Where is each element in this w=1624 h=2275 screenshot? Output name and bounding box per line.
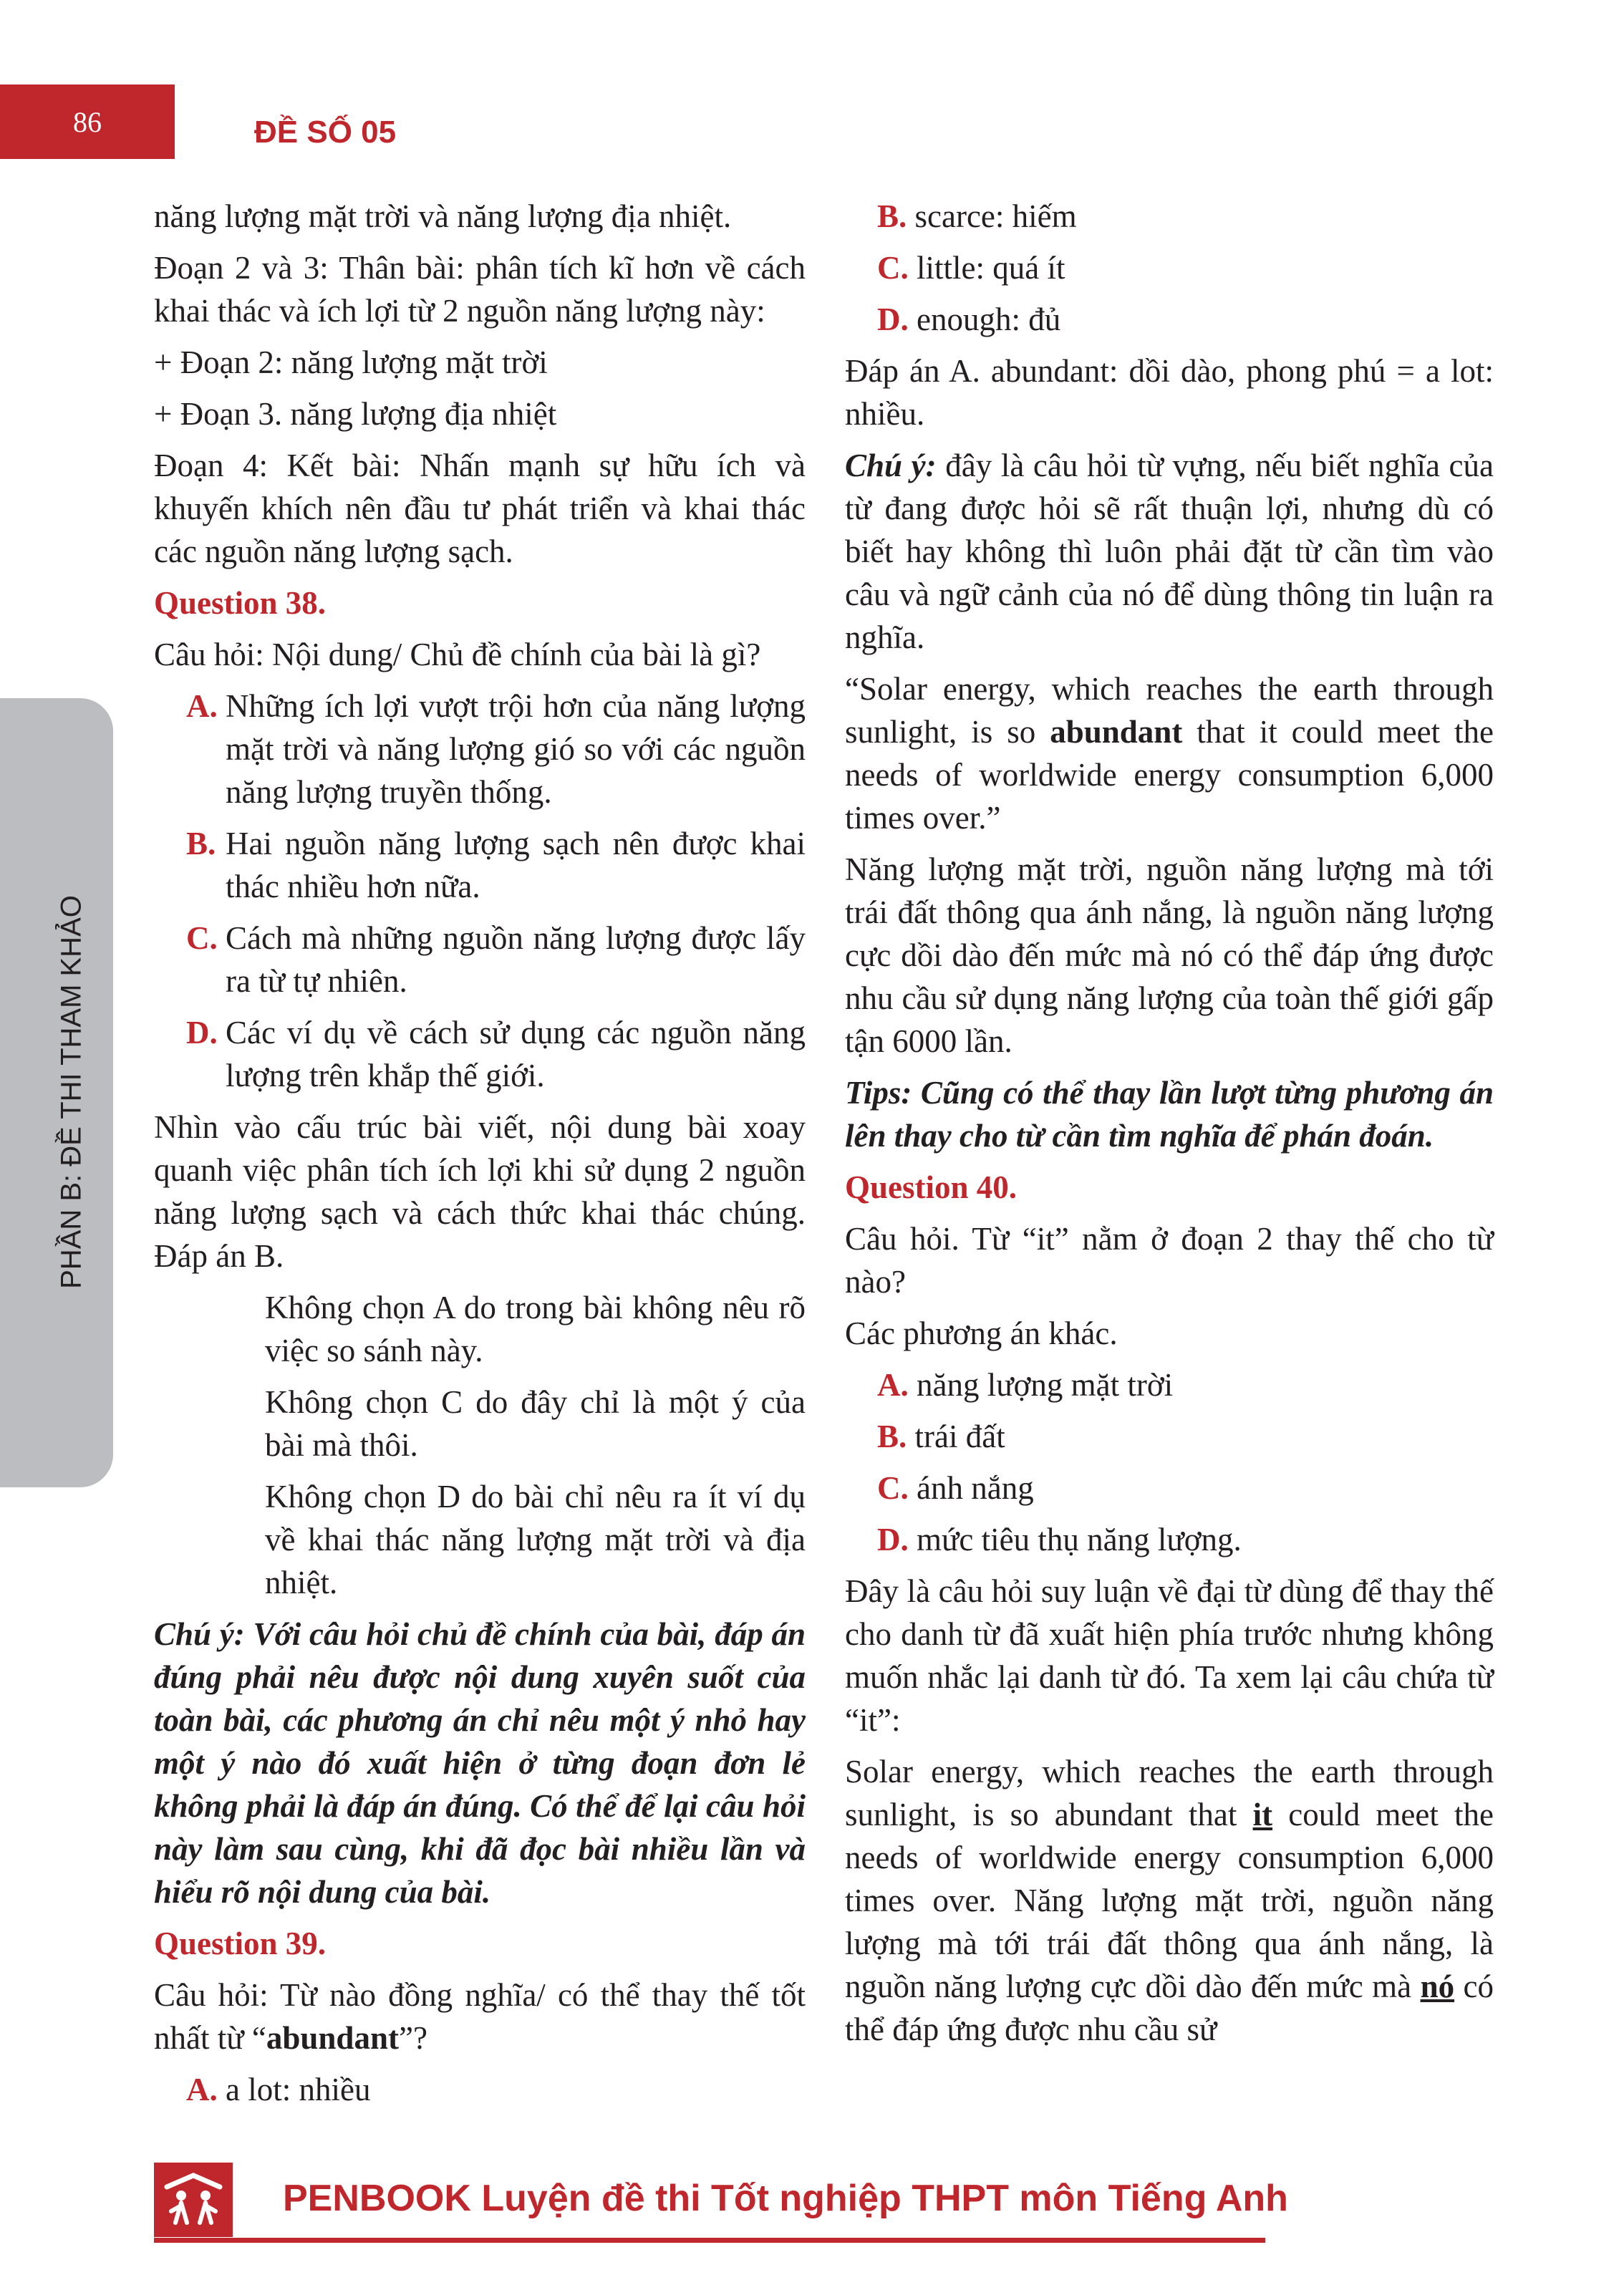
question-39-text — [154, 1974, 806, 2059]
option-letter: B. — [186, 826, 216, 861]
q39-note — [845, 444, 1494, 659]
penbook-logo-svg — [154, 2163, 233, 2237]
q39-quote — [845, 667, 1494, 839]
q40-sentence — [845, 1750, 1494, 2051]
penbook-logo-icon — [154, 2163, 233, 2237]
q39-quote-pre: “Solar energy, which reaches the earth through sunlight, is so — [845, 671, 1494, 750]
q40-sentence-part-1: Solar energy, which reaches the earth through sunlight, is so abundant that — [845, 1754, 1494, 1832]
q39-quote-word: abundant — [1050, 714, 1183, 750]
q39-quote-post: that it could meet the needs of worldwide energy consumption 6,000 times over.” — [845, 714, 1494, 836]
paragraph-doan-2: + Đoạn 2: năng lượng mặt trời — [154, 344, 548, 380]
option-text: Những ích lợi vượt trội hơn của năng lượng mặt trời và năng lượng gió so với các nguồn năng lượng truyền thống. — [226, 688, 806, 810]
q40-sentence-part-2: could meet the needs of worldwide energy consumption 6,000 times over. Năng lượng mặt trời, nguồn năng lượng mà tới trái đất thông qua ánh nắng, là nguồn năng lượng cực dồi dào đến mức mà — [845, 1797, 1494, 2004]
option-letter: A. — [186, 688, 218, 724]
q40-other-options: Các phương án khác. — [845, 1315, 1118, 1351]
q39-translation: Năng lượng mặt trời, nguồn năng lượng mà tới trái đất thông qua ánh nắng, là nguồn năng lượng cực dồi dào đến mức mà nó có thể đáp ứng được nhu cầu sử dụng năng lượng của toàn thế giới gấp tận 6000 lần. — [845, 851, 1494, 1059]
q39-note-label: Chú ý: — [845, 448, 937, 483]
option-text: mức tiêu thụ năng lượng. — [917, 1522, 1242, 1557]
option-letter: D. — [877, 301, 909, 337]
option-text: Các ví dụ về cách sử dụng các nguồn năng lượng trên khắp thế giới. — [226, 1015, 806, 1093]
footer-title: PENBOOK Luyện đề thi Tốt nghiệp THPT môn Tiếng Anh — [283, 2178, 1288, 2219]
option-letter: D. — [186, 1015, 218, 1050]
q38-not-a: Không chọn A do trong bài không nêu rõ việc so sánh này. — [265, 1290, 806, 1368]
question-39-heading: Question 39. — [154, 1926, 327, 1961]
q39-question-pre: Câu hỏi: Từ nào đồng nghĩa/ có thể thay thế tốt nhất từ “ — [154, 1977, 806, 2056]
q40-option-a — [845, 1363, 1494, 1406]
option-letter: C. — [877, 1470, 909, 1506]
q38-option-a — [154, 685, 806, 813]
q39-note-text: đây là câu hỏi từ vựng, nếu biết nghĩa của từ đang được hỏi sẽ rất thuận lợi, nhưng dù có biết hay không thì luôn phải đặt từ cần tìm vào câu và ngữ cảnh của nó để dùng thông tin luận ra nghĩa. — [845, 448, 1494, 655]
paragraph-doan-3: + Đoạn 3. năng lượng địa nhiệt — [154, 396, 557, 432]
q39-question-word: abundant — [266, 2020, 399, 2056]
q40-explanation: Đây là câu hỏi suy luận về đại từ dùng để thay thế cho danh từ đã xuất hiện phía trước nhưng không muốn nhắc lại danh từ đó. Ta xem lại câu chứa từ “it”: — [845, 1573, 1494, 1738]
q40-option-c — [845, 1467, 1494, 1510]
q40-sentence-part-3: có thể đáp ứng được nhu cầu sử — [845, 1969, 1494, 2047]
q39-question-post: ”? — [398, 2020, 427, 2056]
q39-option-a — [154, 2068, 806, 2111]
option-text: năng lượng mặt trời — [917, 1367, 1174, 1403]
q38-option-b — [154, 822, 806, 908]
paragraph-doan-4: Đoạn 4: Kết bài: Nhấn mạnh sự hữu ích và khuyến khích nên đầu tư phát triển và khai thác các nguồn năng lượng sạch. — [154, 448, 806, 569]
question-38-text: Câu hỏi: Nội dung/ Chủ đề chính của bài là gì? — [154, 637, 761, 672]
side-tab-label: PHẦN B: ĐỀ THI THAM KHẢO — [55, 895, 87, 1289]
q39-option-d — [845, 298, 1494, 341]
q40-sentence-no: nó — [1420, 1969, 1455, 2004]
option-letter: C. — [186, 920, 218, 956]
option-text: a lot: nhiều — [226, 2072, 371, 2107]
option-text: Cách mà những nguồn năng lượng được lấy ra từ tự nhiên. — [226, 920, 806, 999]
intro-end: năng lượng mặt trời và năng lượng địa nhiệt. — [154, 198, 732, 234]
q40-option-b — [845, 1415, 1494, 1458]
q38-not-d: Không chọn D do bài chỉ nêu ra ít ví dụ về khai thác năng lượng mặt trời và địa nhiệt. — [265, 1479, 806, 1600]
page-number: 86 — [73, 105, 102, 138]
option-text: Hai nguồn năng lượng sạch nên được khai thác nhiều hơn nữa. — [226, 826, 806, 904]
q38-note: Chú ý: Với câu hỏi chủ đề chính của bài, đáp án đúng phải nêu được nội dung xuyên suốt của toàn bài, các phương án chỉ nêu một ý nhỏ hay một ý nào đó xuất hiện ở từng đoạn đơn lẻ không phải là đáp án đúng. Có thể để lại câu hỏi này làm sau cùng, khi đã đọc bài nhiều lần và hiểu rõ nội dung của bài. — [154, 1616, 806, 1910]
q38-option-c — [154, 917, 806, 1003]
option-text: enough: đủ — [917, 301, 1061, 337]
option-letter: B. — [877, 1419, 907, 1454]
q38-explanation: Nhìn vào cấu trúc bài viết, nội dung bài xoay quanh việc phân tích ích lợi khi sử dụng 2 nguồn năng lượng sạch và cách thức khai thác chúng. Đáp án B. — [154, 1109, 806, 1274]
option-letter: C. — [877, 250, 909, 286]
q39-option-c — [845, 246, 1494, 289]
page-number-box — [0, 84, 175, 159]
q39-answer: Đáp án A. abundant: dồi dào, phong phú = a lot: nhiều. — [845, 353, 1494, 432]
option-letter: A. — [877, 1367, 909, 1403]
option-letter: B. — [877, 198, 907, 234]
option-text: ánh nắng — [917, 1470, 1034, 1506]
question-40-text: Câu hỏi. Từ “it” nằm ở đoạn 2 thay thế cho từ nào? — [845, 1221, 1494, 1300]
q39-tips: Tips: Cũng có thể thay lần lượt từng phương án lên thay cho từ cần tìm nghĩa để phán đoán. — [845, 1075, 1494, 1154]
q38-not-c: Không chọn C do đây chỉ là một ý của bài mà thôi. — [265, 1384, 806, 1463]
option-text: little: quá ít — [917, 250, 1065, 286]
q40-option-d — [845, 1518, 1494, 1561]
option-letter: A. — [186, 2072, 218, 2107]
right-column — [845, 195, 1494, 2051]
question-38-heading: Question 38. — [154, 585, 327, 621]
header-title: ĐỀ SỐ 05 — [254, 115, 397, 150]
option-text: scarce: hiếm — [914, 198, 1077, 234]
q40-sentence-it: it — [1252, 1797, 1273, 1832]
footer-rule — [154, 2238, 1265, 2243]
left-column — [154, 195, 806, 2120]
paragraph-doan-2-3: Đoạn 2 và 3: Thân bài: phân tích kĩ hơn về cách khai thác và ích lợi từ 2 nguồn năng lượng này: — [154, 250, 806, 329]
q39-option-b — [845, 195, 1494, 238]
question-40-heading: Question 40. — [845, 1169, 1018, 1205]
q38-option-d — [154, 1011, 806, 1097]
option-letter: D. — [877, 1522, 909, 1557]
option-text: trái đất — [914, 1419, 1005, 1454]
